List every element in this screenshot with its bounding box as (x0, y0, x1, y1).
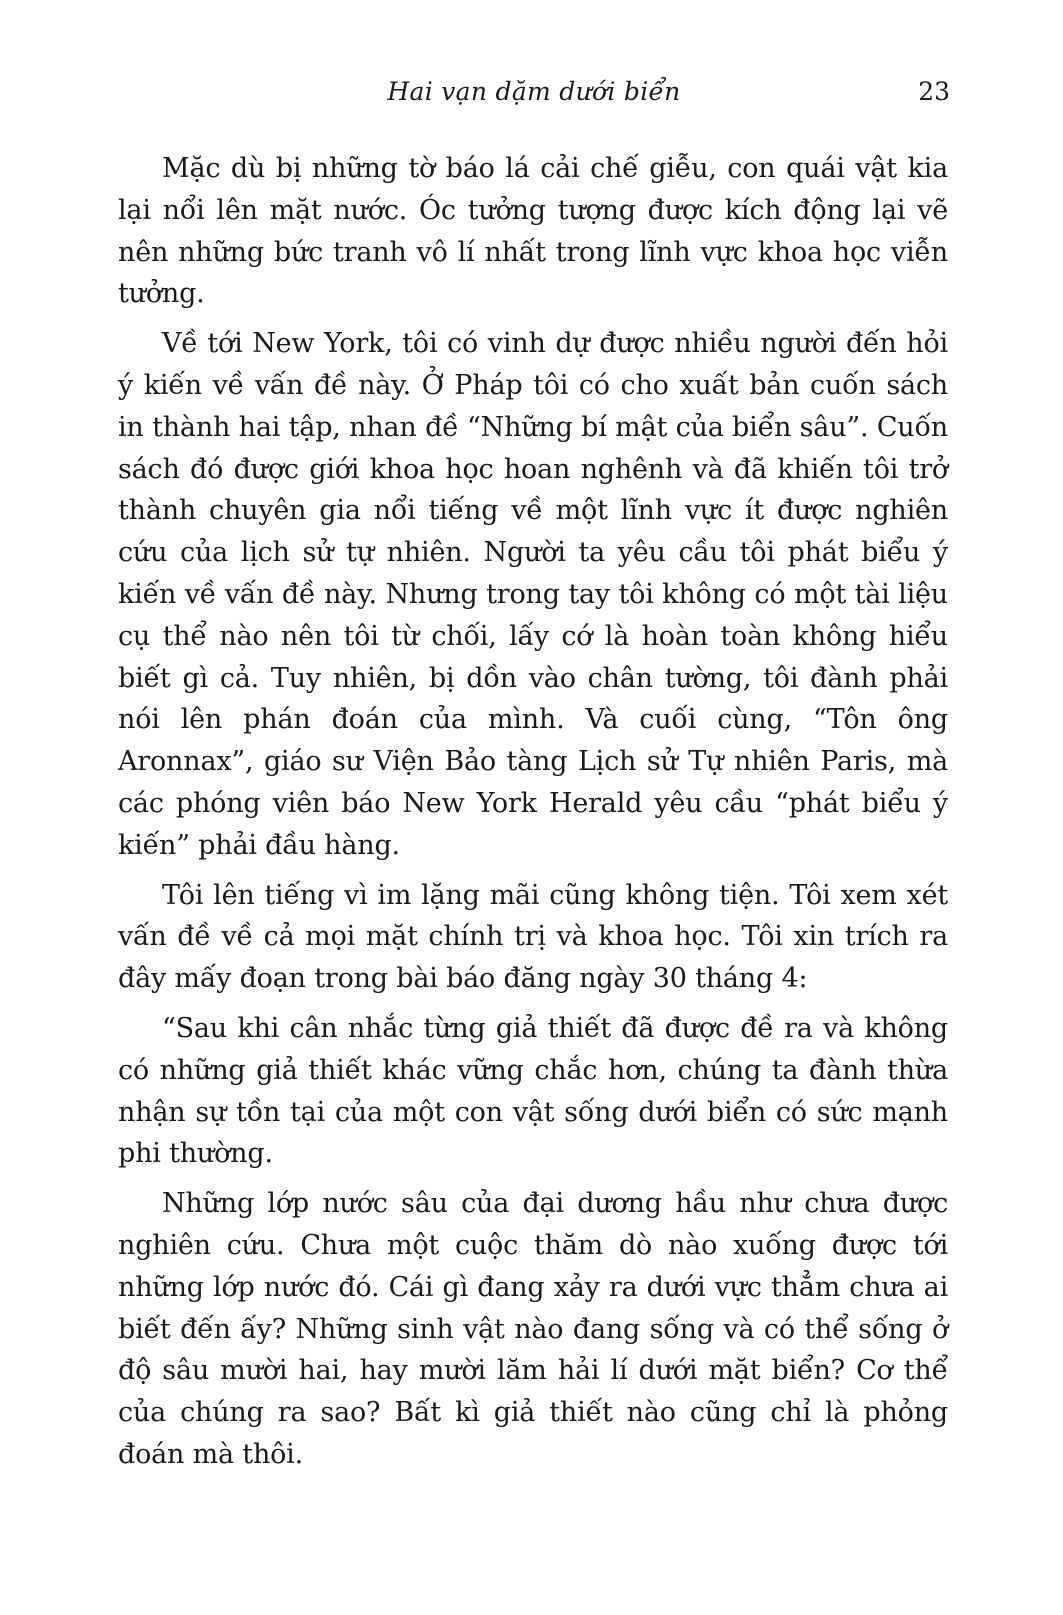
paragraph-4: “Sau khi cân nhắc từng giả thiết đã được đề ra và không có những giả thiết khác vững chắc hơn, chúng ta đành thừa nhận sự tồn tại của một con vật sống dưới biển có sức mạnh phi thường. (118, 1012, 948, 1170)
paragraph-5: Những lớp nước sâu của đại dương hầu như chưa được nghiên cứu. Chưa một cuộc thăm dò nào xuống được tới những lớp nước đó. Cái gì đang xảy ra dưới vực thẳm chưa ai biết đến ấy? Những sinh vật nào đang sống và có thể sống ở độ sâu mười hai, hay mười lăm hải lí dưới mặt biển? Cơ thể của chúng ra sao? Bất kì giả thiết nào cũng chỉ là phỏng đoán mà thôi. (118, 1188, 948, 1470)
paragraph-3: Tôi lên tiếng vì im lặng mãi cũng không tiện. Tôi xem xét vấn đề về cả mọi mặt chính trị và khoa học. Tôi xin trích ra đây mấy đoạn trong bài báo đăng ngày 30 tháng 4: (118, 879, 948, 995)
paragraph-1: Mặc dù bị những tờ báo lá cải chế giễu, con quái vật kia lại nổi lên mặt nước. Óc tưởng tượng được kích động lại vẽ nên những bức tranh vô lí nhất trong lĩnh vực khoa học viễn tưởng. (118, 153, 948, 310)
running-header (118, 72, 950, 112)
page-number: 23 (918, 77, 950, 106)
running-title: Hai vạn dặm dưới biển (387, 77, 681, 106)
paragraph-2: Về tới New York, tôi có vinh dự được nhiều người đến hỏi ý kiến về vấn đề này. Ở Pháp tôi có cho xuất bản cuốn sách in thành hai tập, nhan đề “Những bí mật của biển sâu”. Cuốn sách đó được giới khoa học hoan nghênh và đã khiến tôi trở thành chuyên gia nổi tiếng về một lĩnh vực ít được nghiên cứu của lịch sử tự nhiên. Người ta yêu cầu tôi phát biểu ý kiến về vấn đề này. Nhưng trong tay tôi không có một tài liệu cụ thể nào nên tôi từ chối, lấy cớ là hoàn toàn không hiểu biết gì cả. Tuy nhiên, bị dồn vào chân tường, tôi đành phải nói lên phán đoán của mình. Và cuối cùng, “Tôn ông Aronnax”, giáo sư Viện Bảo tàng Lịch sử Tự nhiên Paris, mà các phóng viên báo New York Herald yêu cầu “phát biểu ý kiến” phải đầu hàng. (118, 328, 948, 861)
body-text (118, 148, 948, 1484)
